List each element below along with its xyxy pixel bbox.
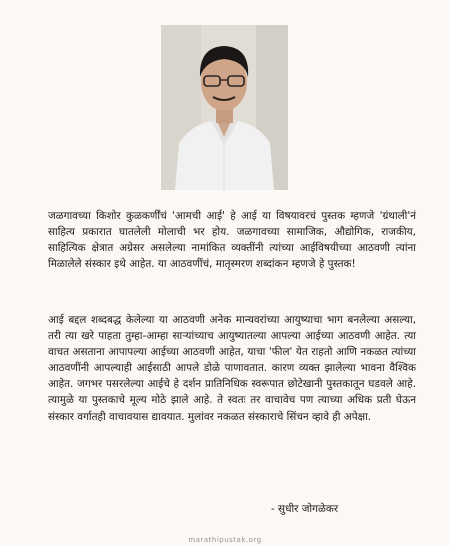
author-signature: - सुधीर जोगळेकर <box>271 503 339 515</box>
portrait-icon <box>161 25 288 190</box>
intro-paragraph: जळगावच्या किशोर कुळकर्णींचं 'आमची आई' हे आई या विषयावरचं पुस्तक म्हणजे 'ग्रंथाली'नं साहित्य प्रकारात घातलेली मोलाची भर होय. जळगावच्या सामाजिक, औद्योगिक, राजकीय, साहित्यिक क्षेत्रात अग्रेसर असलेल्या नामांकित व्यक्तींनी त्यांच्या आईविषयीच्या आठवणी त्यांना मिळालेले संस्कार इथे आहेत. या आठवणींचं, मातृस्मरण शब्दांकन म्हणजे हे पुस्तक! <box>48 210 416 271</box>
footer-watermark: marathipustak.org <box>188 536 262 544</box>
author-portrait <box>161 25 288 190</box>
review-paragraph: आई बद्दल शब्दबद्ध केलेल्या या आठवणी अनेक मान्यवरांच्या आयुष्याचा भाग बनलेल्या असल्या, तरी त्या खरे पाहता तुम्हा-आम्हा साऱ्यांच्याच आयुष्यातल्या आपल्या आईच्या आठवणी आहेत. त्या वाचत असताना आपापल्या आईच्या आठवणी आहेत, याचा 'फील' येत राहतो आणि नकळत त्यांच्या आठवणींनी आपल्याही आईसाठी आपले डोळे पाणावतात. कारण व्यक्त झालेल्या भावना वैश्विक आहेत. जगभर पसरलेल्या आईचे हे दर्शन प्रातिनिधिक स्वरूपात छोटेखानी पुस्तकातून घडवले आहे. त्यामुळे या पुस्तकाचे मूल्य मोठे झाले आहे. ते स्वतः तर वाचावेच पण त्याच्या अधिक प्रती घेऊन संस्कार वर्गातही वाचावयास द्यावयात. मुलांवर नकळत संस्काराचे सिंचन व्हावे ही अपेक्षा. <box>48 314 416 423</box>
